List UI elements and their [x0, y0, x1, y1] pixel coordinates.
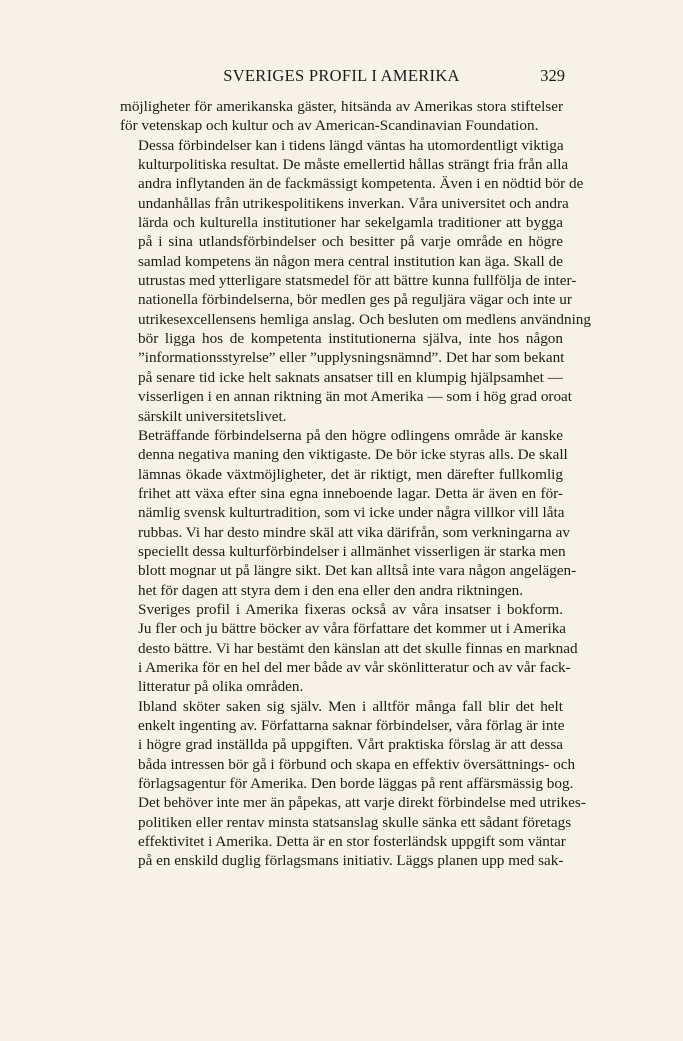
- text-line: Ibland sköter saken sig själv. Men i alltför många fall blir det helt: [138, 697, 563, 715]
- text-line: lämnas ökade växtmöjligheter, det är riktigt, men därefter fullkomlig: [138, 465, 563, 483]
- text-line: Ju fler och ju bättre böcker av våra författare det kommer ut i Amerika: [138, 620, 567, 638]
- text-line: särskilt universitetslivet.: [138, 407, 287, 425]
- text-line: Dessa förbindelser kan i tidens längd väntas ha utomordentligt viktiga: [138, 136, 564, 154]
- text-line: förlagsagentur för Amerika. Den borde läggas på rent affärsmässig bog.: [138, 775, 574, 793]
- text-line: nämlig svensk kulturtradition, som vi icke under några villkor vill låta: [138, 504, 565, 522]
- text-line: lärda och kulturella institutioner har sekelgamla traditioner att bygga: [138, 214, 563, 232]
- paragraph: [120, 97, 563, 136]
- text-line: desto bättre. Vi har bestämt den känslan att det skulle finnas en marknad: [138, 639, 578, 657]
- text-line: bör ligga hos de kompetenta institutionerna själva, inte hos någon: [138, 330, 563, 348]
- text-line: ”informationsstyrelse” eller ”upplysningsnämnd”. Det har som bekant: [138, 349, 565, 367]
- text-line: Det behöver inte mer än påpekas, att varje direkt förbindelse med utrikes-: [138, 794, 586, 812]
- page-number: 329: [540, 66, 565, 85]
- text-line: politiken eller rentav minsta statsanslag skulle sänka ett sådant företags: [138, 813, 572, 831]
- text-line: för vetenskap och kultur och av American-Scandinavian Foundation.: [120, 117, 539, 135]
- text-line: i Amerika för en hel del mer både av vår skönlitteratur och av vår fack-: [138, 658, 571, 676]
- body-text: [120, 97, 591, 871]
- text-line: kulturpolitiska resultat. De måste emellertid hållas strängt fria från alla: [138, 156, 569, 174]
- text-line: andra inflytanden än de fackmässigt kompetenta. Även i en nödtid bör de: [138, 175, 584, 193]
- text-line: undanhållas från utrikespolitikens inverkan. Våra universitet och andra: [138, 194, 569, 212]
- text-line: visserligen i en annan riktning än mot Amerika — som i hög grad oroat: [138, 388, 573, 406]
- text-line: båda intressen bör gå i förbund och skapa en effektiv översättnings- och: [138, 755, 576, 773]
- text-line: het för dagen att styra dem i den ena eller den andra riktningen.: [138, 581, 524, 599]
- running-title: SVERIGES PROFIL I AMERIKA: [223, 66, 460, 85]
- text-line: på senare tid icke helt saknats ansatser till en klumpig hjälpsamhet —: [138, 368, 563, 386]
- text-line: samlad kompetens än någon mera central institution kan äga. Skall de: [138, 252, 563, 270]
- text-line: på en enskild duglig förlagsmans initiativ. Läggs planen upp med sak-: [138, 852, 564, 870]
- text-line: utrustas med ytterligare statsmedel för att bättre kunna fullfölja de inter-: [138, 272, 577, 290]
- paragraph: [120, 697, 586, 871]
- paragraph: [120, 426, 577, 600]
- text-line: speciellt dessa kulturförbindelser i allmänhet visserligen är starka men: [138, 542, 566, 560]
- text-line: Beträffande förbindelserna på den högre odlingens område är kanske: [138, 426, 563, 444]
- running-head: [120, 66, 563, 88]
- text-line: nationella förbindelserna, bör medlen ges på reguljära vägar och inte ur: [138, 291, 572, 309]
- text-line: effektivitet i Amerika. Detta är en stor fosterländsk uppgift som väntar: [138, 833, 566, 851]
- text-line: denna negativa maning den viktigaste. De bör icke styras alls. De skall: [138, 446, 568, 464]
- paragraph: [120, 136, 591, 426]
- text-line: möjligheter för amerikanska gäster, hitsända av Amerikas stora stiftelser: [120, 98, 563, 115]
- text-line: blott mognar ut på längre sikt. Det kan alltså inte vara någon angelägen-: [138, 562, 577, 580]
- text-line: enkelt ingenting av. Författarna saknar förbindelser, våra förlag är inte: [138, 717, 565, 734]
- text-line: Sveriges profil i Amerika fixeras också av våra insatser i bokform.: [138, 600, 563, 618]
- paragraph: [120, 600, 578, 697]
- text-line: utrikesexcellensens hemliga anslag. Och besluten om medlens användning: [138, 310, 591, 328]
- text-line: rubbas. Vi har desto mindre skäl att vika därifrån, som verkningarna av: [138, 523, 570, 541]
- text-line: frihet att växa efter sina egna inneboende lagar. Detta är även en för-: [138, 484, 563, 502]
- text-line: på i sina utlandsförbindelser och besitter på varje område en högre: [138, 233, 563, 251]
- text-line: i högre grad inställda på uppgiften. Vårt praktiska förslag är att dessa: [138, 736, 563, 754]
- text-line: litteratur på olika områden.: [138, 678, 304, 696]
